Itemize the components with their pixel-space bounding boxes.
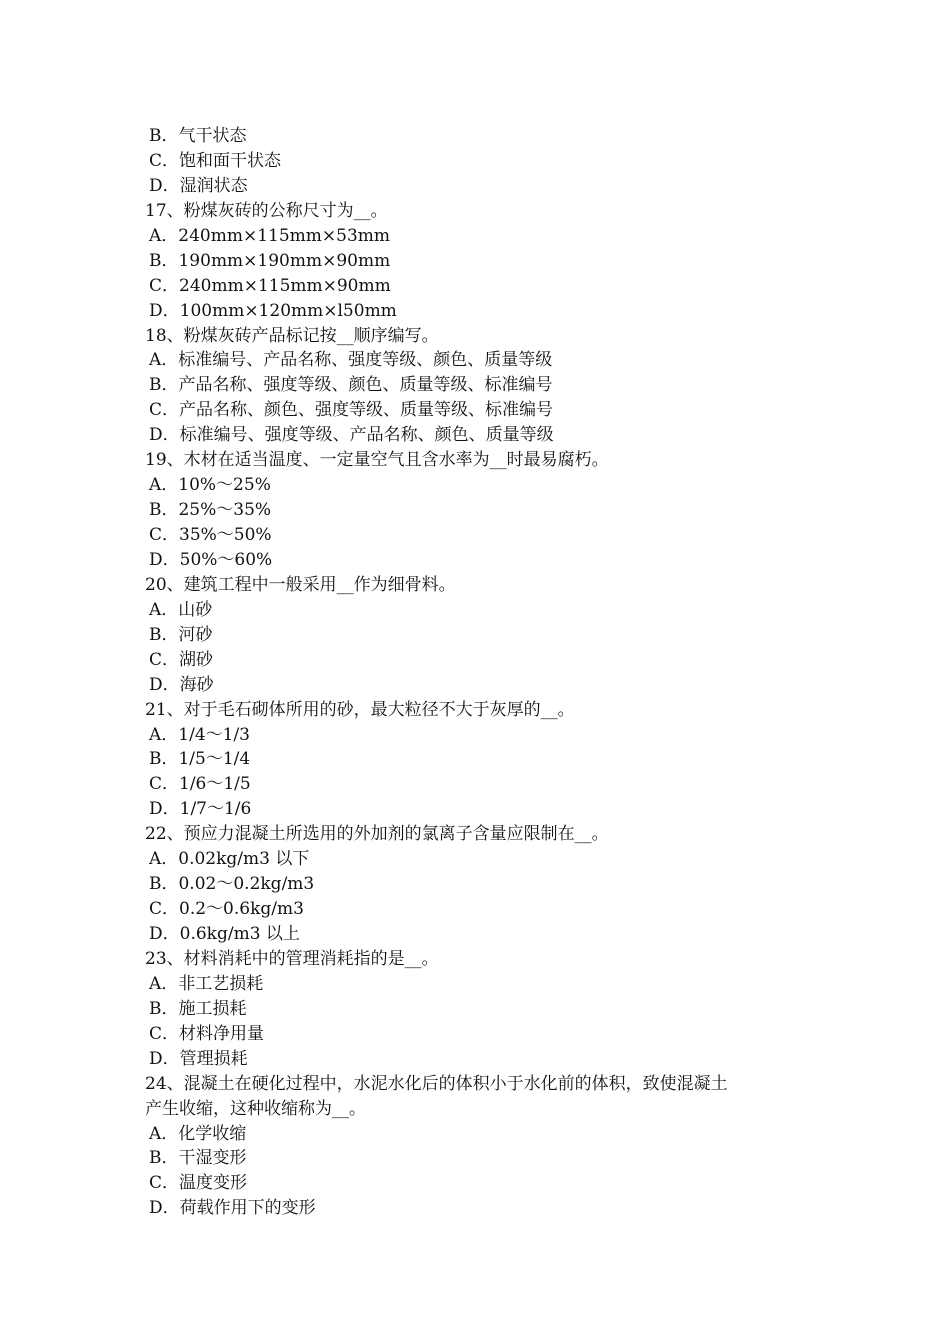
option-b: B．190mm×190mm×90mm [149, 250, 391, 271]
option-a: A．非工艺损耗 [149, 973, 264, 994]
option-a: A．1/4～1/3 [149, 724, 250, 745]
option-d: D．0.6kg/m3 以上 [149, 924, 300, 944]
question-stem: 19、木材在适当温度、一定量空气且含水率为__时最易腐朽。 [145, 450, 609, 471]
option-c: C．湖砂 [149, 649, 214, 670]
option-b: B．1/5～1/4 [149, 749, 251, 770]
question-19 [145, 448, 815, 573]
option-b: B．施工损耗 [149, 998, 247, 1019]
option-d: D．1/7～1/6 [149, 799, 252, 820]
option-c: C．饱和面干状态 [149, 150, 282, 171]
question-stem: 18、粉煤灰砖产品标记按__顺序编写。 [145, 325, 439, 346]
option-d: D．海砂 [149, 674, 214, 695]
option-d: D．50%～60% [149, 549, 273, 570]
question-20 [145, 573, 815, 698]
document-page [145, 124, 815, 1221]
question-stem: 17、粉煤灰砖的公称尺寸为__。 [145, 200, 388, 221]
option-a: A．240mm×115mm×53mm [149, 225, 391, 246]
option-b: B．0.02～0.2kg/m3 [149, 874, 315, 895]
option-d: D．100mm×120mm×l50mm [149, 300, 397, 321]
question-stem: 20、建筑工程中一般采用__作为细骨料。 [145, 574, 456, 595]
question-stem: 23、材料消耗中的管理消耗指的是__。 [145, 948, 439, 969]
option-c: C．材料净用量 [149, 1023, 265, 1044]
question-18 [145, 324, 815, 449]
question-23 [145, 947, 815, 1072]
question-stem: 21、对于毛石砌体所用的砂，最大粒径不大于灰厚的__。 [145, 699, 575, 720]
option-d: D．荷载作用下的变形 [149, 1198, 316, 1219]
option-a: A．10%～25% [149, 475, 271, 496]
option-d: D．标准编号、强度等级、产品名称、颜色、质量等级 [149, 425, 554, 446]
option-c: C．35%～50% [149, 525, 272, 545]
option-c: C．温度变形 [149, 1173, 248, 1194]
option-c: C．240mm×115mm×90mm [149, 275, 391, 296]
question-stem-line-1: 24、混凝土在硬化过程中，水泥水化后的体积小于水化前的体积，致使混凝土 [145, 1073, 728, 1094]
question-stem-line-2: 产生收缩，这种收缩称为__。 [145, 1098, 366, 1119]
question-21 [145, 698, 815, 823]
question-24 [145, 1072, 815, 1222]
lead-options [145, 124, 815, 199]
option-b: B．产品名称、强度等级、颜色、质量等级、标准编号 [149, 375, 553, 396]
option-d: D．湿润状态 [149, 175, 248, 196]
option-a: A．标准编号、产品名称、强度等级、颜色、质量等级 [149, 350, 553, 371]
option-a: A．山砂 [149, 599, 213, 620]
question-stem: 22、预应力混凝土所选用的外加剂的氯离子含量应限制在__。 [145, 824, 609, 845]
option-b: B．河砂 [149, 624, 213, 645]
option-b: B．干湿变形 [149, 1148, 247, 1169]
option-d: D．管理损耗 [149, 1048, 248, 1069]
option-c: C．0.2～0.6kg/m3 [149, 899, 304, 920]
option-a: A．0.02kg/m3 以下 [149, 849, 310, 870]
question-17 [145, 199, 815, 324]
option-b: B．25%～35% [149, 500, 272, 521]
option-a: A．化学收缩 [149, 1123, 247, 1144]
option-c: C．产品名称、颜色、强度等级、质量等级、标准编号 [149, 400, 554, 421]
question-22 [145, 822, 815, 947]
option-b: B．气干状态 [149, 126, 247, 146]
option-c: C．1/6～1/5 [149, 774, 251, 795]
